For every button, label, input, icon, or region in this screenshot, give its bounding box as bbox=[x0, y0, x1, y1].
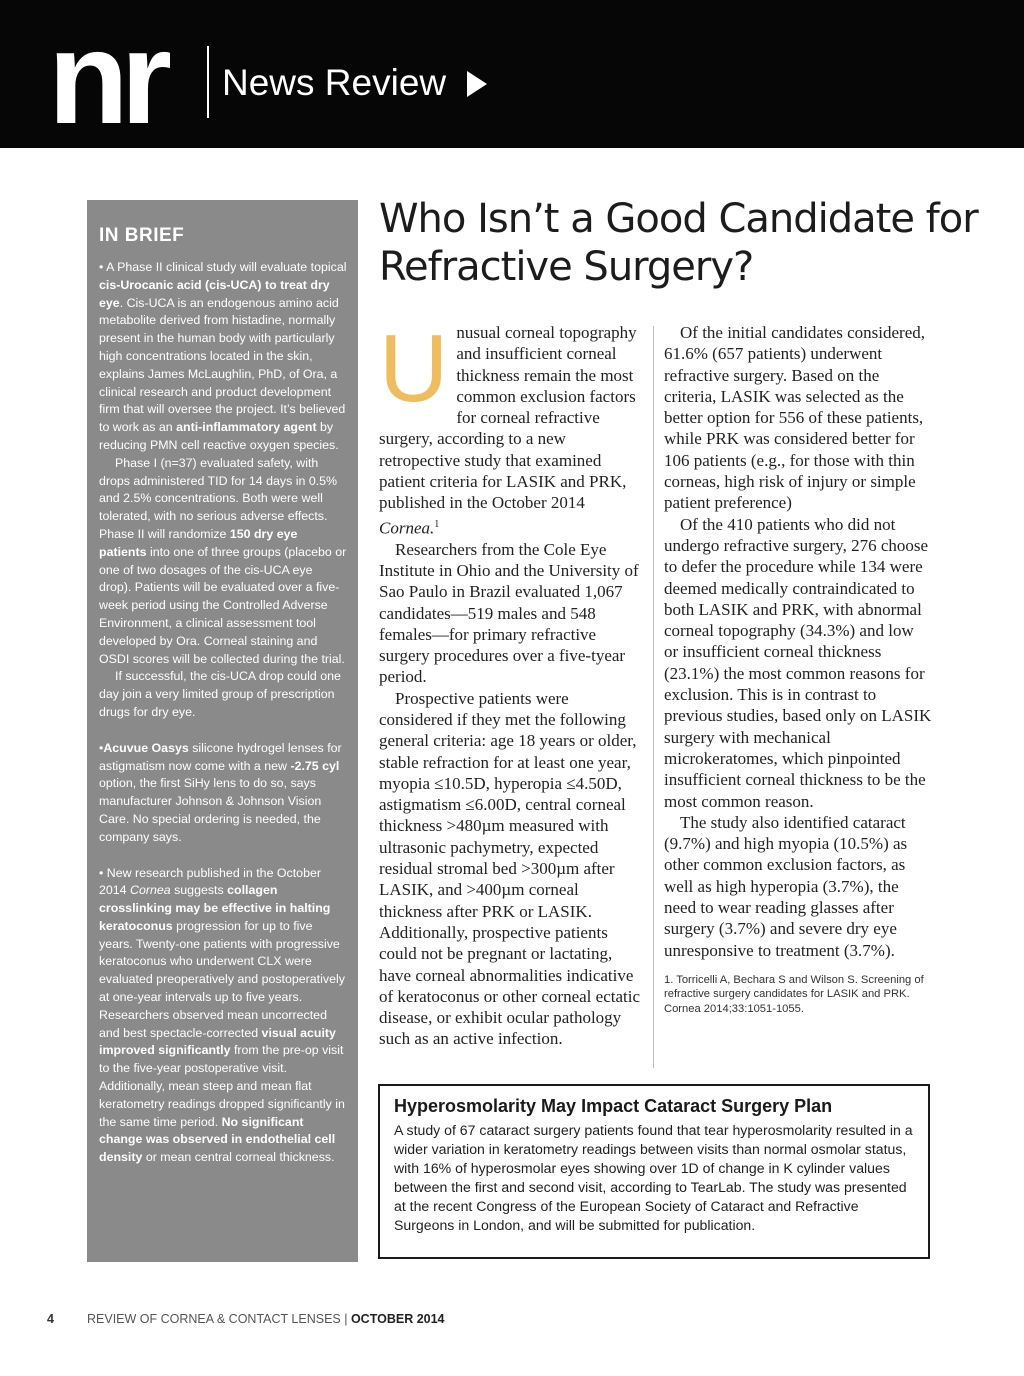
drop-cap: U bbox=[379, 315, 449, 422]
brief-highlight: 150 dry eye patients bbox=[99, 526, 298, 559]
brief-text: • bbox=[99, 740, 104, 755]
brief-item-cis-uca bbox=[99, 259, 348, 722]
column-divider bbox=[653, 326, 654, 1068]
brief-highlight: No significant change was observed in endothelial cell density bbox=[99, 1114, 336, 1165]
article-column-2 bbox=[664, 322, 932, 1016]
masthead bbox=[0, 0, 1024, 151]
article-paragraph: Prospective patients were considered if they met the following general criteria: age 18 years or older, stable refraction for at least one year, myopia ≤10.5D, hyperopia ≤4.50D, astigmatism ≤6.00D, central corneal thickness >480µm measured with ultrasonic pachymetry, expected residual stromal bed >300µm after LASIK, and >400µm corneal thickness after PRK or LASIK. Additionally, prospective patients could not be pregnant or lactating, have corneal abnormalities indicative of keratoconus or other corneal ectatic disease, or exhibit ocular pathology such as an active infection. bbox=[379, 688, 641, 1049]
article-headline: Who Isn’t a Good Candidate for Refractive Surgery? bbox=[379, 196, 978, 290]
brief-item-crosslinking bbox=[99, 865, 348, 1168]
brief-highlight: cis-Urocanic acid (cis-UCA) to treat dry eye bbox=[99, 277, 330, 310]
brief-text: If successful, the cis-UCA drop could one day join a very limited group of prescription drugs for dry eye. bbox=[99, 669, 341, 719]
brief-highlight: anti-inflammatory agent bbox=[176, 420, 317, 435]
brief-text: • New research published in the October 2014 bbox=[99, 865, 321, 898]
article-paragraph: Researchers from the Cole Eye Institute in Ohio and the University of Sao Paulo in Brazil evaluated 1,067 candidates—519 males and 548 females—for primary refractive surgery procedures over a five-tyear period. bbox=[379, 539, 639, 687]
logo-divider bbox=[207, 46, 209, 118]
brief-item-acuvue bbox=[99, 740, 348, 847]
journal-name: Cornea. bbox=[379, 518, 435, 538]
brief-text: silicone hydrogel lenses for astigmatism now come with a new bbox=[99, 740, 342, 773]
brief-text: . Cis-UCA is an endogenous amino acid metabolite derived from histadine, normally present in the human body with particularly high concentrations located in the skin, explains James McLaughlin, PhD, of Ora, a clinical research and product development firm that will oversee the project. It’s believed to work as an bbox=[99, 295, 346, 435]
nr-logo: nr bbox=[48, 4, 164, 151]
article-lead-paragraph bbox=[379, 315, 643, 539]
brief-highlight: visual acuity improved significantly bbox=[99, 1025, 336, 1058]
page-footer bbox=[47, 1311, 445, 1327]
publication-name: REVIEW OF CORNEA & CONTACT LENSES | bbox=[87, 1312, 351, 1326]
brief-text: or mean central corneal thickness. bbox=[142, 1150, 335, 1165]
brief-text: from the pre-op visit to the five-year postoperative visit. Additionally, mean steep and mean flat keratometry readings dropped significantly in the same time period. bbox=[99, 1043, 345, 1129]
article-column-1 bbox=[379, 315, 643, 1050]
brief-highlight: -2.75 cyl bbox=[290, 758, 340, 773]
sidebar-box-hyperosmolarity bbox=[378, 1084, 930, 1259]
issue-date: OCTOBER 2014 bbox=[350, 1312, 445, 1326]
brief-paragraph bbox=[99, 455, 348, 669]
article-paragraph: The study also identified cataract (9.7%) and high myopia (10.5%) as other common exclusion factors, as well as high hyperopia (3.7%), the need to wear reading glasses after surgery (3.7%) and severe dry eye unresponsive to treatment (3.7%). bbox=[664, 812, 908, 960]
page-number: 4 bbox=[47, 1312, 54, 1326]
brief-highlight: Acuvue Oasys bbox=[103, 740, 189, 755]
brief-paragraph bbox=[99, 668, 348, 721]
in-brief-heading: IN BRIEF bbox=[99, 225, 185, 246]
box-text: A study of 67 cataract surgery patients found that tear hyperosmolarity resulted in a wider variation in keratometry readings between visits than normal osmolar status, with 16% of hyperosmolar eyes showing over 1D of change in K cylinder values between the first and second visit, according to TearLab. The study was presented at the recent Congress of the European Society of Cataract and Refractive Surgeons in London, and will be submitted for publication. bbox=[394, 1122, 913, 1233]
box-title: Hyperosmolarity May Impact Cataract Surgery Plan bbox=[394, 1096, 833, 1116]
brief-text: • A Phase II clinical study will evaluate topical bbox=[99, 260, 347, 274]
brief-text: by reducing PMN cell reactive oxygen species. bbox=[99, 420, 339, 452]
brief-text: option, the first SiHy lens to do so, says manufacturer Johnson & Johnson Vision Care. No special ordering is needed, the company says. bbox=[99, 776, 322, 844]
article-paragraph: Of the 410 patients who did not undergo refractive surgery, 276 choose to defer the procedure while 134 were deemed medically contraindicated to both LASIK and PRK, with abnormal corneal topography (34.3%) and low or insufficient corneal thickness (23.1%) the most common reasons for exclusion. This is in contrast to previous studies, based only on LASIK surgery with mechanical microkeratomes, which pinpointed insufficient corneal thickness to be the most common reason. bbox=[664, 514, 932, 811]
footnote: 1. Torricelli A, Bechara S and Wilson S. Screening of refractive surgery candidates for LASIK and PRK. Cornea 2014;33:1051-1055. bbox=[664, 973, 924, 1015]
brief-text: into one of three groups (placebo or one of two dosages of the cis-UCA eye drop). Patients will be evaluated over a five-week period using the Controlled Adverse Environment, a clinical assessment tool developed by Ora. Corneal staining and OSDI scores will be collected during the trial. bbox=[99, 544, 347, 666]
play-arrow-icon bbox=[467, 71, 487, 97]
brief-highlight: collagen crosslinking may be effective in halting keratoconus bbox=[99, 883, 331, 933]
lead-text: nusual corneal topography and insufficient corneal thickness remain the most common exclusion factors for corneal refractive surgery, according to a new retropective study that examined patient criteria for LASIK and PRK, published in the October 2014 bbox=[379, 323, 637, 513]
brief-text: progression for up to five years. Twenty-one patients with progressive keratoconus who underwent CLX were evaluated preoperatively and postoperatively at one-year intervals up to five years. Researchers observed mean uncorrected and best spectacle-corrected bbox=[99, 918, 345, 1040]
brief-text: Phase I (n=37) evaluated safety, with drops administered TID for 14 days in 0.5% and 2.5% concentrations. Both were well tolerated, with no serious adverse effects. Phase II will randomize bbox=[99, 455, 338, 541]
in-brief-sidebar bbox=[87, 200, 358, 1262]
article-paragraph: Of the initial candidates considered, 61.6% (657 patients) underwent refractive surgery. Based on the criteria, LASIK was selected as the better option for 556 of these patients, while PRK was considered better for 106 patients (e.g., for those with thin corneas, high risk of injury or simple patient preference) bbox=[664, 323, 925, 513]
section-title: News Review bbox=[222, 62, 447, 103]
footnote-ref: 1 bbox=[434, 518, 440, 530]
brief-text: suggests bbox=[170, 883, 228, 898]
brief-journal: Cornea bbox=[130, 883, 171, 898]
